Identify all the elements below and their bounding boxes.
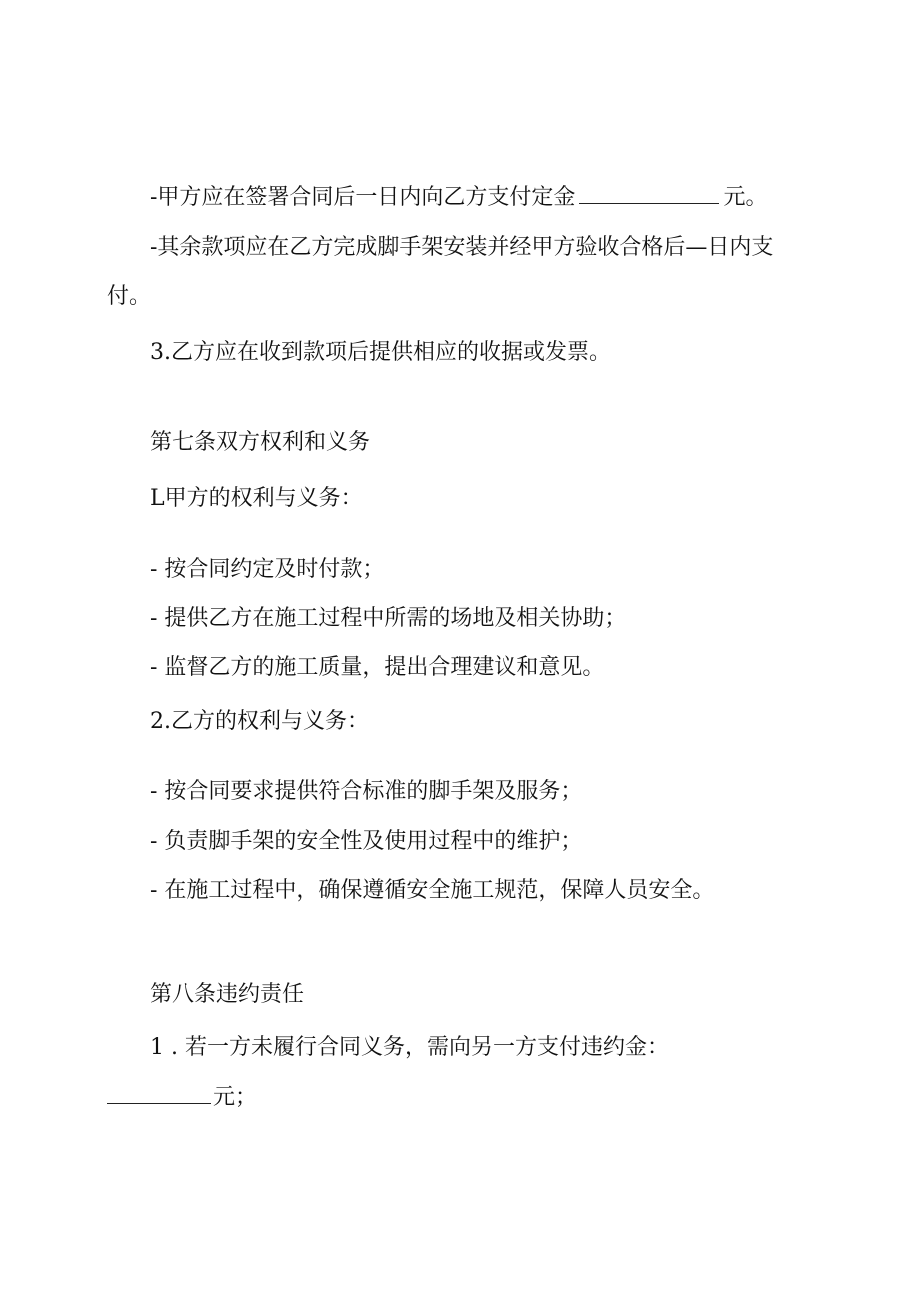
party-b-title: 2.乙方的权利与义务：: [150, 709, 369, 734]
section7-heading: 第七条双方权利和义务: [150, 430, 371, 455]
deposit-amount-blank: [579, 181, 719, 204]
party-a-item: - 按合同约定及时付款；: [150, 557, 385, 582]
party-a-item: - 提供乙方在施工过程中所需的场地及相关协助；: [150, 606, 627, 631]
section8-heading: 第八条违约责任: [150, 982, 305, 1007]
party-b-item: - 按合同要求提供符合标准的脚手架及服务；: [150, 779, 583, 804]
penalty-amount-line: [107, 1081, 257, 1113]
party-b-item: - 负责脚手架的安全性及使用过程中的维护；: [150, 829, 583, 854]
party-a-title: L甲方的权利与义务：: [150, 486, 363, 511]
party-a-item: - 监督乙方的施工质量，提出合理建议和意见。: [150, 655, 605, 680]
penalty-clause: 1 . 若一方未履行合同义务，需向另一方支付违约金：: [150, 1035, 669, 1060]
penalty-amount-suffix: 元；: [213, 1085, 258, 1110]
deposit-clause: [150, 181, 767, 213]
penalty-amount-blank: [107, 1081, 211, 1104]
deposit-clause-text: -甲方应在签署合同后一日内向乙方支付定金: [150, 185, 576, 210]
remainder-clause-line-2: 付。: [107, 284, 152, 309]
remainder-clause-line-1: -其余款项应在乙方完成脚手架安装并经甲方验收合格后—日内支: [150, 235, 774, 260]
receipt-clause: 3.乙方应在收到款项后提供相应的收据或发票。: [150, 340, 611, 365]
deposit-clause-suffix: 元。: [723, 185, 768, 210]
party-b-item: - 在施工过程中，确保遵循安全施工规范，保障人员安全。: [150, 878, 715, 903]
